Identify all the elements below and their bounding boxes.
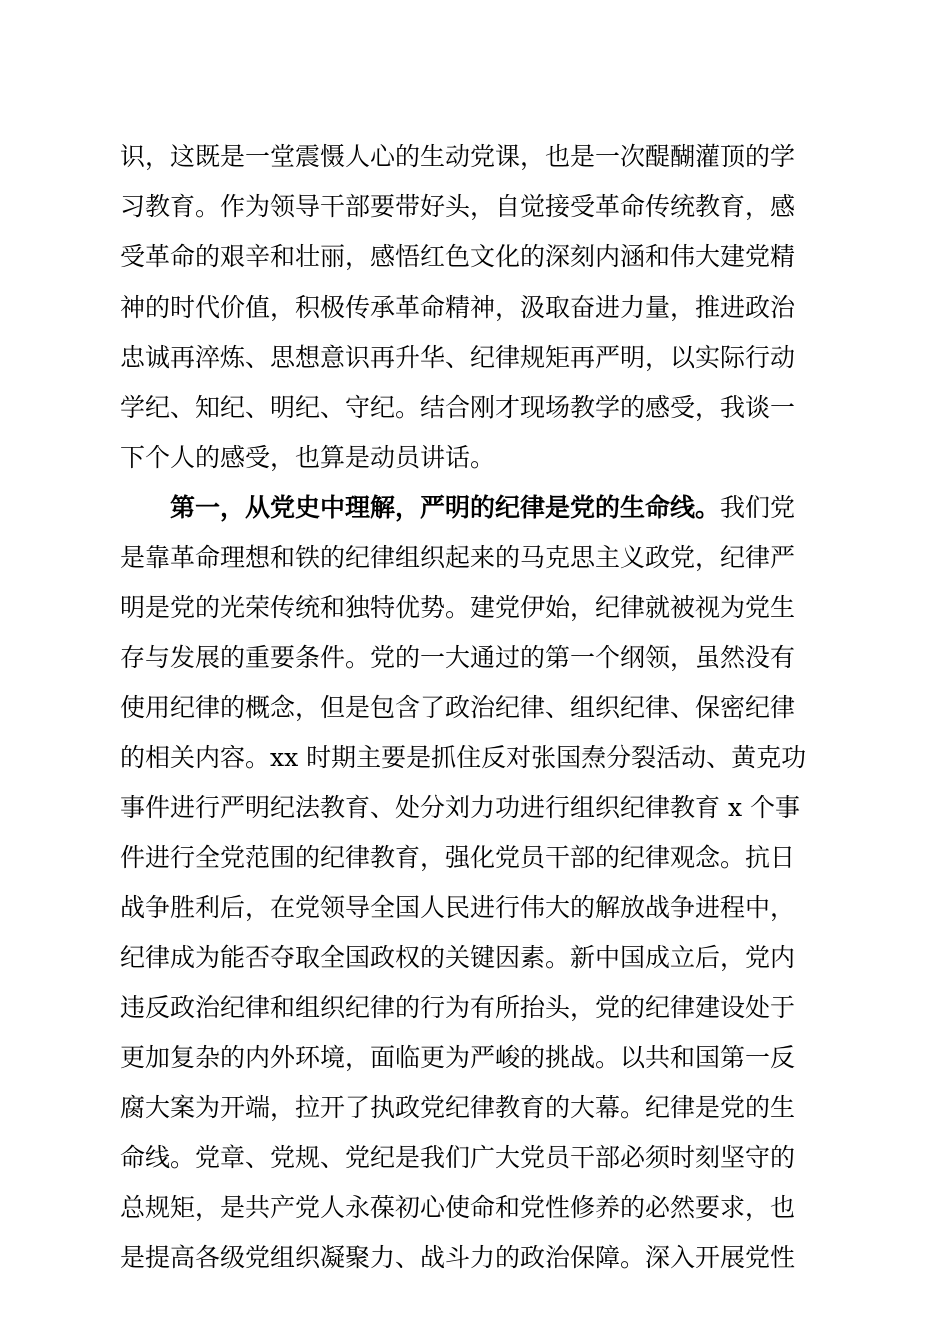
text-run: 我们党: [720, 493, 796, 522]
text-line: 神的时代价值，积极传承革命精神，汲取奋进力量，推进政治: [120, 293, 796, 322]
text-line: 使用纪律的概念，但是包含了政治纪律、组织纪律、保密纪律: [120, 693, 796, 722]
text-line: 更加复杂的内外环境，面临更为严峻的挑战。以共和国第一反: [120, 1043, 796, 1072]
text-line: 战争胜利后，在党领导全国人民进行伟大的解放战争进程中，: [120, 893, 796, 922]
text-line: 习教育。作为领导干部要带好头，自觉接受革命传统教育，感: [120, 192, 796, 221]
text-line: 件进行全党范围的纪律教育，强化党员干部的纪律观念。抗日: [120, 843, 796, 872]
text-line: 明是党的光荣传统和独特优势。建党伊始，纪律就被视为党生: [120, 593, 796, 622]
text-line: 纪律成为能否夺取全国政权的关键因素。新中国成立后，党内: [120, 943, 796, 972]
text-line: 的相关内容。xx 时期主要是抓住反对张国焘分裂活动、黄克功: [120, 743, 807, 772]
text-line: 腐大案为开端，拉开了执政党纪律教育的大幕。纪律是党的生: [120, 1093, 796, 1122]
section-heading: 第一，从党史中理解，严明的纪律是党的生命线。: [170, 493, 721, 522]
text-line: 违反政治纪律和组织纪律的行为有所抬头，党的纪律建设处于: [120, 993, 796, 1022]
text-line: 学纪、知纪、明纪、守纪。结合刚才现场教学的感受，我谈一: [120, 393, 796, 422]
text-line: 识，这既是一堂震慑人心的生动党课，也是一次醍醐灌顶的学: [120, 142, 796, 171]
text-line: 事件进行严明纪法教育、处分刘力功进行组织纪律教育 x 个事: [120, 793, 800, 822]
paragraph-first-line: [170, 488, 825, 528]
text-line: 是靠革命理想和铁的纪律组织起来的马克思主义政党，纪律严: [120, 543, 796, 572]
text-line: 忠诚再淬炼、思想意识再升华、纪律规矩再严明，以实际行动: [120, 343, 796, 372]
text-line: 下个人的感受，也算是动员讲话。: [120, 443, 496, 472]
text-line: 存与发展的重要条件。党的一大通过的第一个纲领，虽然没有: [120, 643, 796, 672]
text-line: 命线。党章、党规、党纪是我们广大党员干部必须时刻坚守的: [120, 1143, 796, 1172]
text-line: 是提高各级党组织凝聚力、战斗力的政治保障。深入开展党性: [120, 1243, 796, 1272]
text-line: 总规矩，是共产党人永葆初心使命和党性修养的必然要求，也: [120, 1193, 796, 1222]
text-line: 受革命的艰辛和壮丽，感悟红色文化的深刻内涵和伟大建党精: [120, 242, 796, 271]
